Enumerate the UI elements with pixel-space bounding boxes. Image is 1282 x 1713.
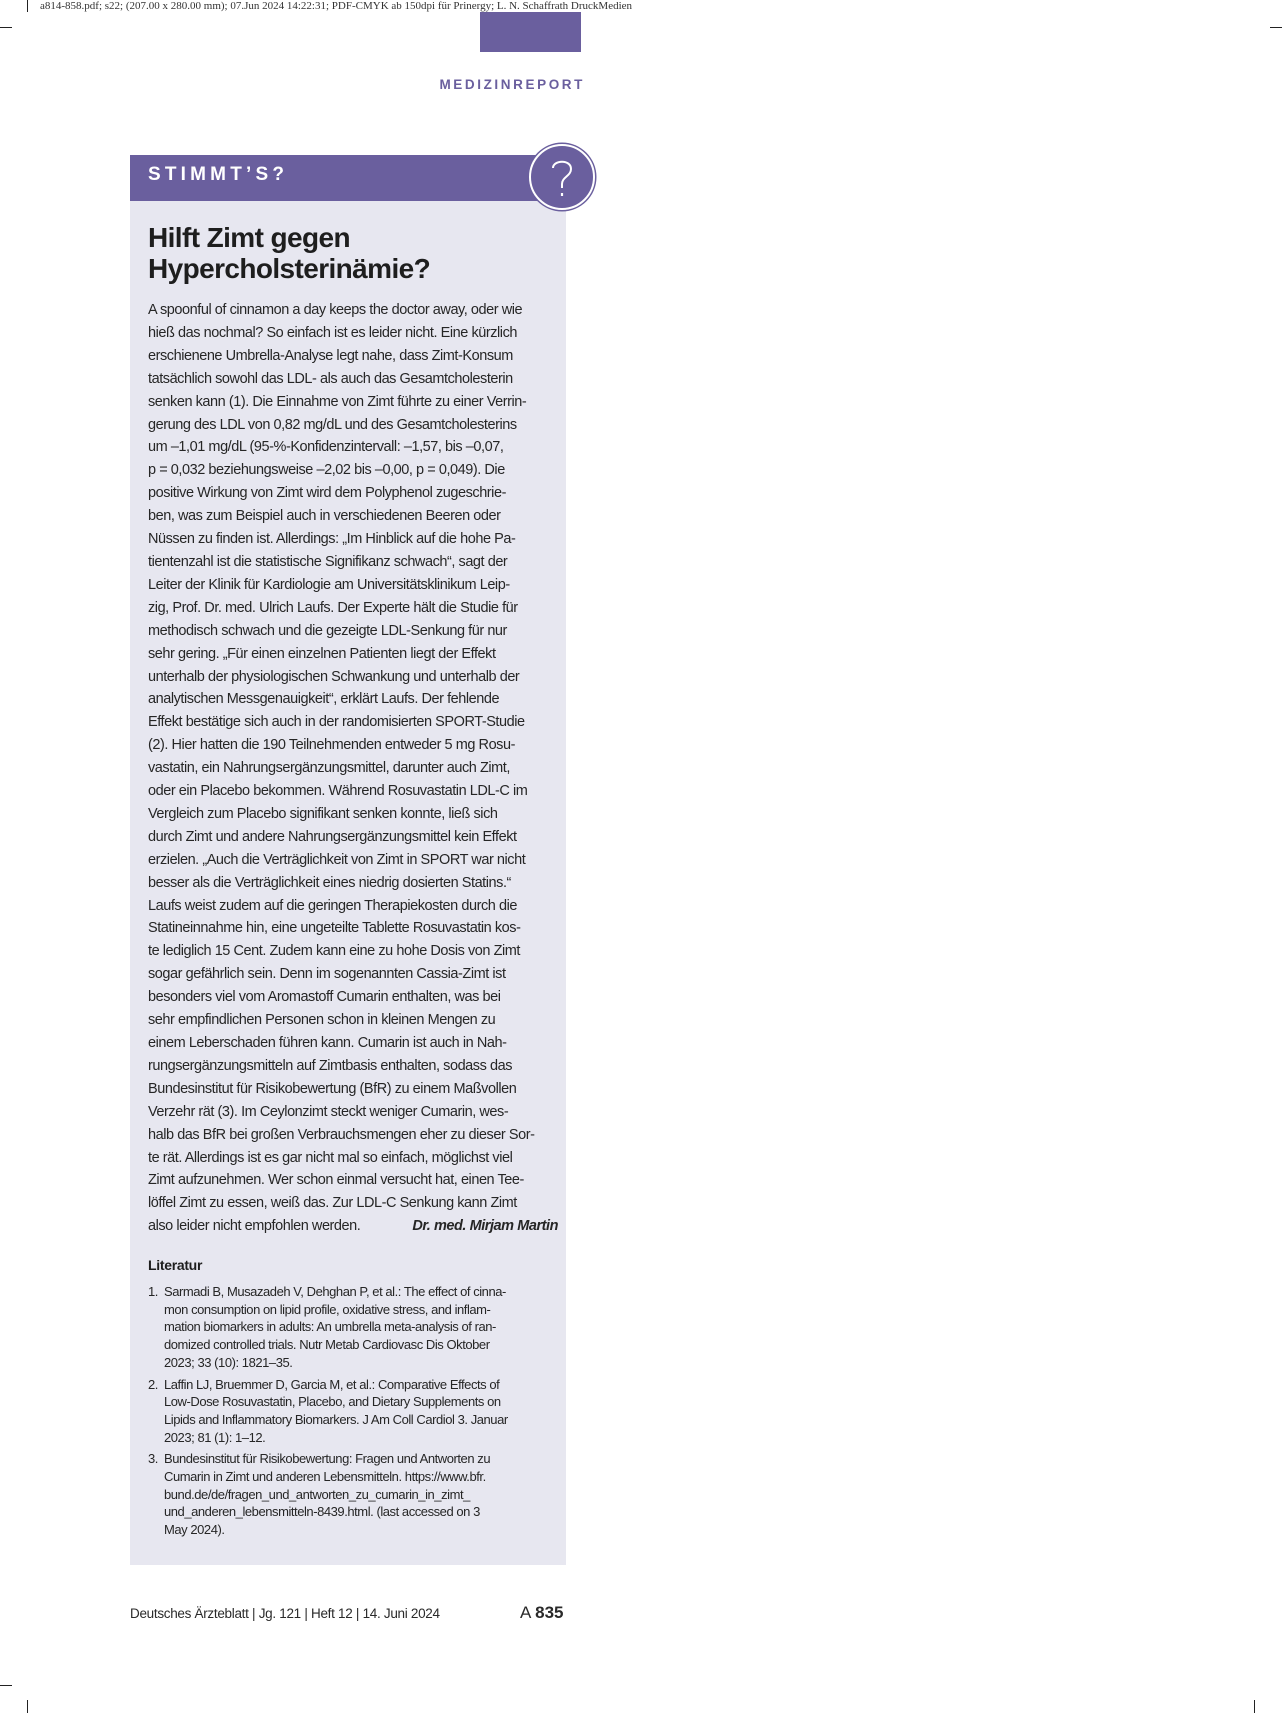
body-line: Vergleich zum Placebo signifikant senken konnte, ließ sich xyxy=(148,805,498,822)
body-line: senken kann (1). Die Einnahme von Zimt führte zu einer Verrin- xyxy=(148,393,527,410)
body-line: Nüssen zu finden ist. Allerdings: „Im Hinblick auf die hohe Pa- xyxy=(148,531,516,548)
reference-number: 1. xyxy=(148,1284,158,1299)
headline-line: Hypercholsterinämie? xyxy=(148,253,431,284)
author-byline: Dr. med. Mirjam Martin xyxy=(412,1218,558,1235)
reference-item xyxy=(148,1376,558,1447)
reference-line: 2023; 81 (1): 1–12. xyxy=(164,1429,266,1445)
body-line: te rät. Allerdings ist es gar nicht mal so einfach, möglichst viel xyxy=(148,1149,513,1166)
body-line: Effekt bestätige sich auch in der randomisierten SPORT-Studie xyxy=(148,714,525,731)
question-mark-icon xyxy=(529,144,595,210)
reference-line: Lipids and Inflammatory Biomarkers. J Am Coll Cardiol 3. Januar xyxy=(164,1411,508,1427)
page-footer xyxy=(130,1606,440,1621)
body-line: p = 0,032 beziehungsweise –2,02 bis –0,00, p = 0,049). Die xyxy=(148,462,505,479)
body-line: sehr empfindlichen Personen schon in kleinen Mengen zu xyxy=(148,1012,496,1029)
body-line: Statineinnahme hin, eine ungeteilte Tablette Rosuvastatin kos- xyxy=(148,920,521,937)
references-list xyxy=(148,1283,558,1543)
body-line: vastatin, ein Nahrungsergänzungsmittel, darunter auch Zimt, xyxy=(148,760,510,777)
body-line: A spoonful of cinnamon a day keeps the doctor away, oder wie xyxy=(148,302,523,318)
reference-line: Cumarin in Zimt und anderen Lebensmitteln. https://www.bfr. xyxy=(164,1469,486,1485)
body-line: hieß das nochmal? So einfach ist es leider nicht. Eine kürzlich xyxy=(148,324,517,341)
body-line: Verzehr rät (3). Im Ceylonzimt steckt weniger Cumarin, wes- xyxy=(148,1103,509,1120)
body-line: besser als die Verträglichkeit eines niedrig dosierten Statins.“ xyxy=(148,874,511,891)
body-line: Bundesinstitut für Risikobewertung (BfR) zu einem Maßvollen xyxy=(148,1080,517,1097)
footer-separator: | xyxy=(355,1606,363,1621)
footer-separator: | xyxy=(252,1606,259,1621)
footer-date: 14. Juni 2024 xyxy=(362,1606,440,1621)
page-prefix: A xyxy=(520,1603,531,1622)
footer-separator: | xyxy=(304,1606,311,1621)
body-line: durch Zimt und andere Nahrungsergänzungsmittel kein Effekt xyxy=(148,828,517,845)
reference-line: Laffin LJ, Bruemmer D, Garcia M, et al.: Comparative Effects of xyxy=(164,1376,500,1392)
article-headline xyxy=(148,222,558,284)
body-line: also leider nicht empfohlen werden. xyxy=(148,1218,361,1235)
body-line: gerung des LDL von 0,82 mg/dL und des Gesamtcholesterins xyxy=(148,416,517,433)
body-line: rungsergänzungsmitteln auf Zimtbasis enthalten, sodass das xyxy=(148,1057,513,1074)
crop-mark-top-right-h xyxy=(1270,27,1282,28)
body-line: halb das BfR bei großen Verbrauchsmengen eher zu dieser Sor- xyxy=(148,1126,535,1143)
crop-mark-bottom-left-v xyxy=(27,1700,28,1713)
body-line: sogar gefährlich sein. Denn im sogenannten Cassia-Zimt ist xyxy=(148,966,506,983)
body-line: zig, Prof. Dr. med. Ulrich Laufs. Der Experte hält die Studie für xyxy=(148,599,518,616)
info-box-label: STIMMT’S? xyxy=(148,164,289,185)
reference-line: bund.de/de/fragen_und_antworten_zu_cumarin_in_zimt_ xyxy=(164,1486,470,1502)
footer-volume: Jg. 121 xyxy=(258,1606,301,1621)
crop-mark-top-left-h xyxy=(0,27,12,28)
body-line: besonders viel vom Aromastoff Cumarin enthalten, was bei xyxy=(148,989,501,1006)
body-line: oder ein Placebo bekommen. Während Rosuvastatin LDL-C im xyxy=(148,783,528,800)
body-line: te lediglich 15 Cent. Zudem kann eine zu hohe Dosis von Zimt xyxy=(148,943,520,960)
body-line: erzielen. „Auch die Verträglichkeit von Zimt in SPORT war nicht xyxy=(148,851,526,868)
reference-number: 3. xyxy=(148,1451,158,1467)
headline-line: Hilft Zimt gegen xyxy=(148,222,350,253)
print-slug: a814-858.pdf; s22; (207.00 x 280.00 mm); 07.Jun 2024 14:22:31; PDF-CMYK ab 150dpi für Prinergy; L. N. Schaffrath DruckMedien xyxy=(40,0,633,12)
reference-line: mation biomarkers in adults: An umbrella meta-analysis of ran- xyxy=(164,1319,496,1335)
body-last-line xyxy=(148,1215,558,1238)
body-line: methodisch schwach und die gezeigte LDL-Senkung für nur xyxy=(148,622,507,639)
section-label: MEDIZINREPORT xyxy=(439,77,585,92)
reference-line: mon consumption on lipid profile, oxidative stress, and inflam- xyxy=(164,1301,491,1317)
body-line: positive Wirkung von Zimt wird dem Polyphenol zugeschrie- xyxy=(148,485,506,502)
literature-heading: Literatur xyxy=(148,1257,203,1273)
body-line: erschienene Umbrella-Analyse legt nahe, dass Zimt-Konsum xyxy=(148,347,513,364)
footer-issue: Heft 12 xyxy=(311,1606,353,1621)
body-line: tientenzahl ist die statistische Signifikanz schwach“, sagt der xyxy=(148,553,508,570)
reference-item xyxy=(148,1283,558,1372)
reference-line: domized controlled trials. Nutr Metab Cardiovasc Dis Oktober xyxy=(164,1337,490,1353)
body-line: sehr gering. „Für einen einzelnen Patienten liegt der Effekt xyxy=(148,645,496,662)
page-number xyxy=(520,1603,564,1623)
section-tab-block xyxy=(480,12,581,52)
footer-journal: Deutsches Ärzteblatt xyxy=(130,1606,249,1621)
body-line: tatsächlich sowohl das LDL- als auch das Gesamtcholesterin xyxy=(148,370,513,387)
body-line: ben, was zum Beispiel auch in verschiedenen Beeren oder xyxy=(148,508,501,525)
reference-number: 2. xyxy=(148,1376,158,1392)
reference-line: May 2024). xyxy=(164,1522,225,1538)
reference-line: Sarmadi B, Musazadeh V, Dehghan P, et al.: The effect of cinna- xyxy=(164,1284,506,1299)
body-line: um –1,01 mg/dL (95-%-Konfidenzintervall: –1,57, bis –0,07, xyxy=(148,439,504,456)
crop-mark-top-left-v xyxy=(27,0,28,12)
reference-line: 2023; 33 (10): 1821–35. xyxy=(164,1354,293,1370)
reference-line: Low-Dose Rosuvastatin, Placebo, and Dietary Supplements on xyxy=(164,1394,501,1410)
reference-line: und_anderen_lebensmitteln-8439.html. (last accessed on 3 xyxy=(164,1504,480,1520)
body-line: Leiter der Klinik für Kardiologie am Universitätsklinikum Leip- xyxy=(148,576,510,593)
reference-line: Bundesinstitut für Risikobewertung: Fragen und Antworten zu xyxy=(164,1451,491,1467)
article-body xyxy=(148,299,558,1238)
body-line: einem Leberschaden führen kann. Cumarin ist auch in Nah- xyxy=(148,1035,507,1051)
body-line: unterhalb der physiologischen Schwankung und unterhalb der xyxy=(148,668,520,685)
page-number-value: 835 xyxy=(535,1603,564,1622)
reference-item xyxy=(148,1450,558,1539)
body-line: Zimt aufzunehmen. Wer schon einmal versucht hat, einen Tee- xyxy=(148,1172,524,1189)
body-line: Laufs weist zudem auf die geringen Therapiekosten durch die xyxy=(148,897,517,914)
body-line: analytischen Messgenauigkeit“, erklärt Laufs. Der fehlende xyxy=(148,691,500,708)
crop-mark-bottom-right-v xyxy=(1254,1700,1255,1713)
body-line: (2). Hier hatten die 190 Teilnehmenden entweder 5 mg Rosu- xyxy=(148,737,515,754)
body-line: löffel Zimt zu essen, weiß das. Zur LDL-C Senkung kann Zimt xyxy=(148,1195,517,1212)
crop-mark-bottom-left-h xyxy=(0,1685,12,1686)
